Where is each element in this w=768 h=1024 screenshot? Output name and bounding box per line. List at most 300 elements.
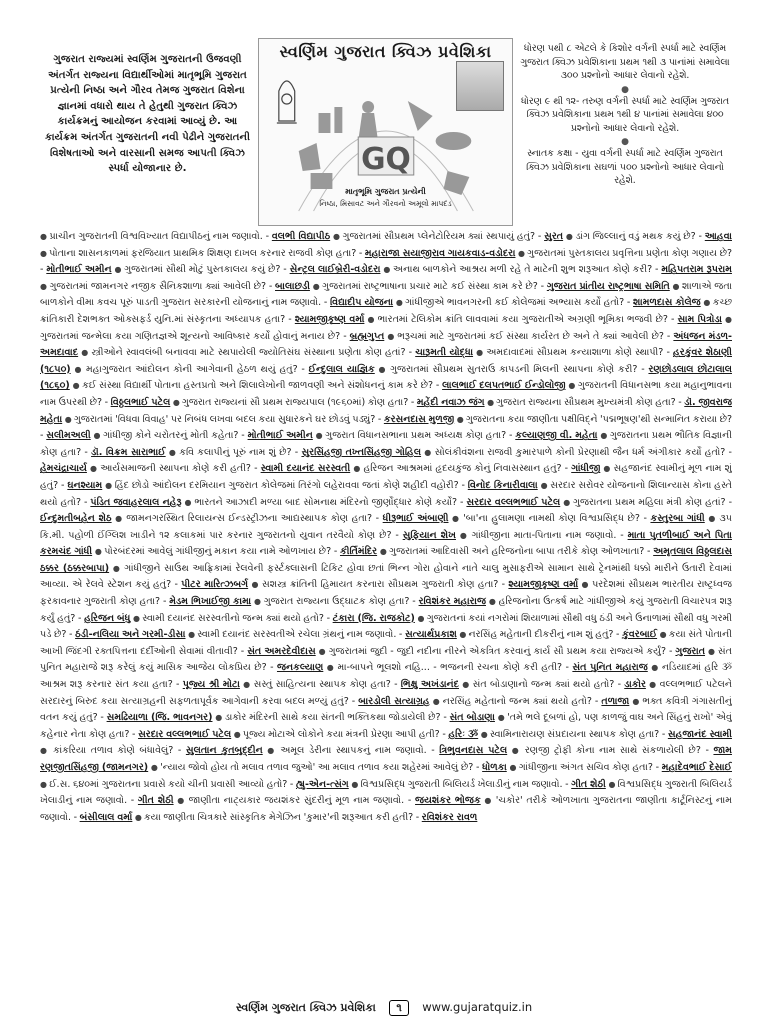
qa-question: અમૂલ ડેરીના સ્થાપકનું નામ જણાવો. [280, 745, 427, 757]
qa-question: ગુજરાતમાં સૌપ્રથમ સુતરાઉ કાપડની મિલની સ્થાપના કોણે કરી? [390, 363, 638, 375]
qa-question: ગાંધીજીના અંગત સચિવ કોણ હતા? [518, 762, 653, 773]
logo-mark-text: GQ [361, 141, 411, 178]
qa-item: ● ગુજરાતમાં સૌપ્રથમ સુતરાઉ કાપડની મિલની સ્થાપના કોણે કરી? - રણછોડલાલ છોટાલાલ (૧૮૬૦) [40, 363, 732, 392]
qa-answer: કલ્યાણજી વી. મહેતા [515, 430, 598, 442]
bullet-icon: ● [267, 746, 281, 756]
qa-item: ● 'તમે ભલે દૂબળાં હો, પણ કાળજું વાઘ અને સિંહનું રાખો' એવું કહેનાર નેતા કોણ હતા? - સરદાર વલ્લભભાઈ પટેલ [40, 712, 732, 740]
qa-item: ● ગુજરાત વિધાનસભાના પ્રથમ અધ્યક્ષ કોણ હતા? - કલ્યાણજી વી. મહેતા [315, 430, 598, 442]
bullet-icon: ● [112, 563, 125, 573]
qa-question: નડિયાદમાં હરિ ૐ આશ્રમ શરૂ કરનાર સંત કયા હતા? [40, 662, 732, 691]
qa-question: કવિ કલાપીનું પૂરું નામ શું છે? [179, 446, 292, 458]
qa-answer: પૂજ્ય શ્રી મોટા [182, 679, 240, 691]
qa-question: ગાંધીજી કોને ચરોતરનું મોતી કહેતા? [103, 430, 239, 442]
qa-answer: આહવા [704, 231, 732, 242]
qa-item: ● ગુજરાતના પ્રથમ ભૌતિક વિજ્ઞાની કોણ હતા? - ડૉ. વિક્રમ સારાભાઈ [40, 430, 732, 458]
qa-question: હરિજન આશ્રમમાં હૃદયકુંજ કોનું નિવાસસ્થાન હતું? [363, 463, 562, 475]
qa-question: ભરૂચમાં માટે ગુજરાતમાં કઈ સંસ્થા કાર્યરત છે અને તે ક્યાં આવેલી છે? [397, 330, 664, 342]
qa-question: ગુજરાત રાજ્યના ઉદ્ઘાટક કોણ હતા? [263, 596, 410, 608]
qa-item: ● જામનગરસ્થિત રિલાયન્સ ઈન્ડસ્ટ્રીઝના આદ્યસ્થાપક કોણ હતા? - ધીરૂભાઈ અંબાણી [115, 513, 449, 525]
qa-item: ● કાંકરિયા તળાવ કોણે બંધાવેલું? - સુલતાન કુતબુદ્દીન [40, 745, 263, 757]
qa-item: ● સ્ત્રીઓને સ્વાવલંબી બનાવવા માટે સ્થપાયેલી જ્યોતિસંઘ સંસ્થાના પ્રણેતા કોણ હતાં? - ચારૂમતી યોદ્ધા [81, 347, 474, 359]
qa-answer: ડૉ. જીવરાજ મહેતા [40, 396, 732, 425]
qa-question: સ્વામી દયાનંદ સરસ્વતીનો જન્મ ક્યાં થયો હતો? [142, 612, 324, 624]
qa-question: પૂજ્ય મોટાએ લોકોને કયા મંત્રની પ્રેરણા આપી હતી? [242, 728, 440, 740]
qa-question: સંત બોડાણાનો જન્મ ક્યાં થયો હતો? [472, 679, 615, 691]
bullet-icon: ● [254, 597, 264, 607]
bullet-icon: ● [93, 431, 104, 441]
bullet-icon: ● [608, 779, 618, 789]
qa-question: સ્વામી દયાનંદ સરસ્વતીએ રચેલા ગ્રંથનું નામ જણાવો. [197, 629, 397, 641]
qa-answer: ધોળકા [482, 762, 507, 773]
bullet-icon: ● [563, 497, 574, 507]
bullet-icon: ● [40, 779, 50, 789]
qa-question: ગુજરાતમાં સૌપ્રથમ પ્લેનેટોરિયમ ક્યાં સ્થપાયું હતું? [342, 231, 536, 242]
qa-item: ● મહાગુજરાત આંદોલન કોની આગેવાની હેઠળ થયું હતું? - ઈન્દુલાલ યાજ્ઞિક [74, 363, 375, 375]
bullet-icon: ● [177, 796, 189, 806]
qa-item: ● ગુજરાતના પ્રથમ મહિલા મંત્રી કોણ હતાં? - ઈન્દુમતીબહેન શેઠ [40, 496, 732, 525]
bullet-icon: ● [326, 663, 338, 673]
qa-question: ગુજરાતમાં પુસ્તકાલય પ્રવૃત્તિના પ્રણેતા કોણ ગણાય છે? [527, 247, 732, 259]
bullet-icon: ● [484, 796, 496, 806]
qa-item: ● 'બા'ના હુલામણા નામથી કોણ વિશ્વપ્રસિદ્ધ છે? - કસ્તુરબા ગાંધી [452, 513, 705, 525]
qa-item: ● જાણીતા નાટ્યકાર જયશંકર સુંદરીનું મૂળ નામ જણાવો. - જયશંકર ભોજક [177, 795, 481, 807]
qa-question: ભારતને આઝાદી મળ્યા બાદ સોમનાથ મંદિરનો જીર્ણોદ્ધાર કોણે કર્યો? [194, 496, 458, 508]
bullet-icon: ● [659, 630, 669, 640]
bullet-icon: ● [105, 480, 115, 490]
qa-answer: પીટર મારિત્ઝબર્ગ [181, 579, 249, 591]
qa-question: હિંદ છોડો આંદોલન દરમિયાન ગુજરાત કોલેજમાં તિરંગો લહેરાવવા જતાં કોણે શહીદી વહોરી? [114, 479, 459, 491]
qa-question: ગુજરાતમાં રાષ્ટ્રભાષાના પ્રચાર માટે કઈ સંસ્થા કામ કરે છે? [322, 280, 538, 292]
bullet-icon: ● [480, 729, 490, 739]
logo-tagline-1: માતૃભૂમિ ગુજરાત પ્રત્યેની [345, 187, 426, 196]
bullet-icon: ● [351, 779, 361, 789]
qa-item: ● ગુજરાતનાં કયાં નગરોમાં શિયાળામાં સૌથી વધુ ઠંડી અને ઉનાળામાં સૌથી વધુ ગરમી પડે છે? - ઠંડી-નલિયા અને ગરમી-ડીસા [40, 612, 732, 641]
qa-answer: સરદાર વલ્લભભાઈ પટેલ [466, 496, 561, 508]
qa-item: ● ગુજરાત રાજ્યના ઉદ્ઘાટક કોણ હતા? - રવિશંકર મહારાજ [254, 596, 486, 608]
qa-item: ● કચ્છ ક્રાંતિકારી દેશભક્ત ઓક્સફર્ડ યુનિ.માં સંસ્કૃતના અધ્યાપક હતા? - શ્યામજીકૃષ્ણ વર્મા [40, 297, 732, 325]
qa-question: ગુજરાત વિધાનસભાના પ્રથમ અધ્યક્ષ કોણ હતા? [325, 430, 507, 442]
qa-answer: સરદાર વલ્લભભાઈ પટેલ [138, 728, 232, 740]
bullet-icon: ● [90, 464, 101, 474]
bullet-icon: ● [621, 84, 629, 95]
bullet-icon: ● [488, 597, 499, 607]
qa-answer: હરિજન બંધુ [84, 612, 131, 624]
qa-question: હરિજનોના ઉત્કર્ષ માટે ગાંધીજીએ કયું ગુજરાતી વિચારપત્ર શરૂ કર્યું હતું? [40, 596, 732, 624]
bullet-icon: ● [383, 265, 393, 275]
qa-question: વલ્લભભાઈ પટેલને સરદારનું બિરુદ કયા સત્યાગ્રહની સફળતાપૂર્વક આગેવાની કરવા બદલ મળ્યું હતું? [40, 679, 732, 707]
qa-answer: સુફિયાન શેખ [402, 529, 456, 541]
qa-answer: સામ પિત્રોડા [677, 313, 722, 325]
qa-question: અનાથ બાળકોને આશ્રય મળી રહે તે માટેની શુભ શરૂઆત કોણે કરી? [393, 264, 653, 276]
qa-item: ● શાળાએ જતા બાળકોને વીમા કવચ પૂરું પાડતી ગુજરાત સરકારની યોજનાનું નામ જણાવો. - વિદ્યાદીપ યોજના [40, 280, 732, 309]
qa-item: ● ભારતમાં ટેલિકોમ ક્રાંતિ લાવવામાં કયા ગુજરાતીએ અગ્રણી ભૂમિકા ભજવી છે? - સામ પિત્રોડા [367, 313, 722, 325]
bullet-icon: ● [233, 729, 243, 739]
qa-item: ● ભારતને આઝાદી મળ્યા બાદ સોમનાથ મંદિરનો જીર્ણોદ્ધાર કોણે કર્યો? - સરદાર વલ્લભભાઈ પટેલ [184, 496, 561, 508]
qa-answer: સુરસિંહજી તખ્તસિંહજી ગોહિલ [301, 446, 422, 458]
qa-answer: સંત પુનિત મહારાજ [572, 662, 648, 674]
qa-answer: હેમચંદ્રાચાર્ય [40, 463, 87, 475]
qa-item: ● ગુજરાતમાં જન્મેલા કયા ગણિતજ્ઞએ શૂન્યનો આવિષ્કાર કર્યો હોવાનું મનાય છે? - બ્રહ્મગુપ્ત [40, 314, 732, 342]
qa-item: ● ગાંધીજીએ ભાવનગરની કઈ કોલેજમાં અભ્યાસ કર્યો હતો? - શામળદાસ કોલેજ [395, 297, 701, 309]
bullet-icon: ● [565, 232, 576, 241]
bullet-icon: ● [243, 680, 254, 690]
bullet-icon: ● [487, 397, 497, 407]
bullet-icon: ● [188, 630, 198, 640]
qa-answer: ગુજરાત પ્રાંતીય રાષ્ટ્રભાષા સમિતિ [546, 280, 670, 292]
qa-answer: સમઢિયાળા (જિ. ભાવનગર) [106, 712, 213, 724]
qa-answer: વિદ્યાદીપ યોજના [330, 297, 394, 309]
qa-answer: કીર્તિમંદિર [339, 546, 378, 558]
bullet-icon: ● [581, 580, 593, 590]
qa-question: વિશ્વપ્રસિદ્ધ ગુજરાતી બિલિયર્ડ ખેલાડીનું નામ જણાવો. [40, 778, 732, 807]
qa-question: કયા સંતે પોતાની આખી જિંદગી રક્તપિત્તના દર્દીઓની સેવામાં વીતાવી? [40, 629, 732, 657]
qa-item: ● ગુજરાતમાં 'વિધવા વિવાહ' પર નિબંધ લખવા બદલ કયા સુધારકને ઘર છોડવું પડ્યું? - કરસનદાસ મુળજી [64, 413, 455, 425]
qa-question: સોલંકીવંશના રાજવી કુમારપાળે કોની પ્રેરણાથી જૈન ધર્મ અંગીકાર કર્યો હતો? [434, 446, 726, 458]
qa-item: ● કવિ કલાપીનું પૂરું નામ શું છે? - સુરસિંહજી તખ્તસિંહજી ગોહિલ [168, 446, 422, 458]
footer-title: સ્વર્ણિમ ગુજરાત ક્વિઝ પ્રવેશિકા [235, 1001, 376, 1014]
bullet-icon: ● [703, 298, 713, 308]
qa-item: ● ડાકોર મંદિરની સાથે કયા સંતની ભક્તિકથા જોડાયેલી છે? - સંત બોડાણા [215, 712, 495, 724]
qa-answer: હ્યુ-એન-ત્સંગ [295, 778, 349, 790]
qa-item: ● સસ્તું સાહિત્યના સ્થાપક કોણ હતા? - ભિક્ષુ અખંડાનંદ [243, 679, 459, 691]
bullet-icon: ● [568, 381, 578, 391]
qa-question: સંત પુનિત મહારાજે શરૂ કરેલું કયું માસિક આજેય લોકપ્રિય છે? [40, 645, 732, 674]
bullet-icon: ● [417, 613, 427, 623]
qa-answer: સુરત [544, 231, 564, 242]
qa-question: ગુજરાતમાં સૌથી મોટું પુસ્તકાલય કયું છે? [124, 264, 281, 276]
bullet-icon: ● [379, 547, 390, 557]
bullet-icon: ● [462, 680, 473, 690]
bullet-icon: ● [708, 514, 720, 524]
qa-answer: ચારૂમતી યોદ્ધા [415, 347, 474, 359]
qa-item: ● સ્વામિનારાયણ સંપ્રદાયના સ્થાપક કોણ હતા? - સહજાનંદ સ્વામી [480, 728, 732, 740]
bullet-icon: ● [651, 663, 662, 673]
qa-item: ● મા-બાપને ભૂલશો નહિ... - ભજનની રચના કોણે કરી હતી? - સંત પુનિત મહારાજ [326, 662, 648, 674]
qa-answer: કુંવરબાઈ [622, 629, 658, 641]
qa-answer: જામ રણજીતસિંહજી (જામનગર) [40, 745, 732, 773]
bullet-icon: ● [94, 547, 105, 557]
qa-question: જામનગરસ્થિત રિલાયન્સ ઈન્ડસ્ટ્રીઝના આદ્યસ્થાપક કોણ હતા? [126, 513, 373, 525]
bullet-icon: ● [632, 696, 643, 706]
qa-item: ● કયા જાણીતા ચિત્રકારે સાંસ્કૃતિક મેગેઝિન 'કુમાર'ની શરૂઆત કરી હતી? - રવિશંકર રાવળ [134, 811, 478, 823]
qa-answer: સત્યાર્થપ્રકાશ [404, 629, 457, 641]
qa-item: ● ગુજરાતમાં સૌપ્રથમ પ્લેનેટોરિયમ ક્યાં સ્થપાયું હતું? - સુરત [332, 231, 564, 242]
bullet-icon: ● [511, 746, 525, 756]
qa-item: ● પરદેશમાં સૌપ્રથમ ભારતીય રાષ્ટ્રધ્વજ ફરકાવનાર ગુજરાતી કોણ હતા? - મેડમ ભિખાઈજી કામા [40, 579, 732, 608]
qa-item: ● ગુજરાતમાં સૌથી મોટું પુસ્તકાલય કયું છે? - સેન્ટ્રલ લાઈબ્રેરી-વડોદરા [114, 264, 381, 276]
footer [0, 1000, 768, 1020]
qa-item: ● અનાથ બાળકોને આશ્રય મળી રહે તે માટેની શુભ શરૂઆત કોણે કરી? - મહિપતરામ રૂપરામ [383, 264, 732, 276]
qa-item: ● નડિયાદમાં હરિ ૐ આશ્રમ શરૂ કરનાર સંત કયા હતા? - પૂજ્ય શ્રી મોટા [40, 662, 732, 691]
qa-answer: વિનોદ કિનારીવાલા [467, 479, 538, 491]
qa-item: ● અમદાવાદમાં સૌપ્રથમ કન્યાશાળા કોણે સ્થાપી? - હરકુંવર શેઠાણી (૧૮૫૦) [40, 347, 732, 375]
qa-question: ગુજરાત રાજ્યનાં સૌ પ્રથમ રાજ્યપાલ (૧૯૬૦માં) કોણ હતા? [181, 396, 409, 408]
intro-left-text: ગુજરાત રાજ્યમાં સ્વર્ણિમ ગુજરાતની ઉજવણી અંતર્ગત રાજ્યના વિદ્યાર્થીઓમાં માતૃભૂમિ ગુજરાત પ્રત્યેની નિષ્ઠા અને ગૌરવ તેમજ ગુજરાત વિશેના જ્ઞાનમાં વધારો થાય તે હેતુથી ગુજરાત ક્વિઝ કાર્યક્રમનું આયોજન કરવામાં આવ્યું છે. આ કાર્યક્રમ અંતર્ગત ગુજરાતની નવી પેઢીને ગુજરાતની વિશેષતાઓ અને વારસાની સમજ આપતી ક્વિઝ સ્પર્ધા યોજાનાર છે. [44, 54, 251, 175]
qa-item: ● ૩૫ કિ.મી. પહોળી ઈંગ્લિશ ખાડીને ૧૨ કલાકમાં પાર કરનાર ગુજરાતનો યુવાન તરવૈયો કોણ છે? - સુફિયાન શેખ [40, 513, 732, 541]
qa-question: ગુજરાતમાં 'વિધવા વિવાહ' પર નિબંધ લખવા બદલ કયા સુધારકને ઘર છોડવું પડ્યું? [73, 413, 376, 425]
qa-item: ● ગુજરાત રાજ્યના સૌપ્રથમ મુખ્યમંત્રી કોણ હતા? - ડૉ. જીવરાજ મહેતા [40, 396, 732, 425]
qa-answer: સહજાનંદ સ્વામી [667, 728, 732, 740]
qa-question: ઈ.સ. ૬૪૦માં ગુજરાતના પ્રવાસે કયો ચીની પ્રવાસી આવ્યો હતો? [49, 778, 288, 790]
qa-answer: ગાંધીજી [571, 463, 601, 475]
qa-answer: ઠંડી-નલિયા અને ગરમી-ડીસા [75, 629, 186, 641]
qa-item: ● 'ચકોર' તરીકે ઓળખાતા ગુજરાતના જાણીતા કાર્ટૂનિસ્ટનું નામ જણાવો. - બંસીલાલ વર્મા [40, 795, 732, 823]
qa-question: સસ્તું સાહિત્યના સ્થાપક કોણ હતા? [253, 679, 391, 691]
qa-item: ● અમૂલ ડેરીના સ્થાપકનું નામ જણાવો. - ત્રિભુવનદાસ પટેલ [267, 745, 508, 757]
qa-answer: સુલતાન કુતબુદ્દીન [185, 745, 263, 757]
qa-answer: ડૉ. વિક્રમ સારાભાઈ [91, 446, 166, 458]
bullet-icon: ● [497, 713, 508, 723]
bullet-icon: ● [395, 298, 406, 308]
bullet-icon: ● [672, 281, 682, 291]
quiz-logo [258, 38, 513, 226]
qa-item: ● સ્વામી દયાનંદ સરસ્વતીએ રચેલા ગ્રંથનું નામ જણાવો. - સત્યાર્થપ્રકાશ [188, 629, 457, 641]
qa-answer: સંત બોડાણા [449, 712, 495, 724]
qa-item: ● ગુજરાતમાં જુદી - જુદી નદીના નીરને એકત્રિત કરવાનું કાર્ય સૌ પ્રથમ કયા રાજ્યએ કર્યું? - ગુજરાત [318, 645, 706, 657]
qa-answer: સલીમઅલી [46, 430, 91, 442]
qa-item: ● ગુજરાતની વિધાનસભા કયા મહાનુભાવના નામ ઉપરથી છે? - વિઠ્ઠલભાઈ પટેલ [40, 380, 732, 408]
qa-item: ● હિંદ છોડો આંદોલન દરમિયાન ગુજરાત કોલેજમાં તિરંગો લહેરાવવા જતાં કોણે શહીદી વહોરી? - વિનોદ કિનારીવાલા [105, 479, 538, 491]
qa-answer: ત્રિભુવનદાસ પટેલ [439, 745, 508, 757]
qa-question: મા-બાપને ભૂલશો નહિ... - ભજનની રચના કોણે કરી હતી? [337, 662, 563, 674]
bullet-icon: ● [459, 530, 472, 540]
qa-item: ● ભક્ત કવિત્રી ગંગાસતીનું વતન કયું હતું? - સમઢિયાળા (જિ. ભાવનગર) [40, 695, 732, 724]
rules-para-1: ધોરણ પથી ૮ એટલે કે કિશોર વર્ગની સ્પર્ધા માટે સ્વર્ણિમ ગુજરાત ક્વિઝ પ્રવેશિકાના પ્રથમ ૧થી ૩ પાનાંમાં સમાવેલા ૩૦૦ પ્રશ્નોનો આધાર લેવાનો રહેશે. [520, 43, 730, 81]
qa-item: ● ગાંધીજીના અંગત સચિવ કોણ હતા? - મહાદેવભાઈ દેસાઈ [509, 762, 732, 773]
qa-question: 'ન્યાય જોવો હોય તો મલાવ તળાવ જુઓ' આ મલાવ તળાવ કયા શહેરમાં આવેલું છે? [160, 762, 474, 773]
bullet-icon: ● [114, 265, 125, 275]
qa-item: ● વલ્લભભાઈ પટેલને સરદારનું બિરુદ કયા સત્યાગ્રહની સફળતાપૂર્વક આગેવાની કરવા બદલ મળ્યું હતું? - બારડોલી સત્યાગ્રહ [40, 679, 732, 707]
bullet-icon: ● [150, 763, 161, 772]
qa-item: ● સહજાનંદ સ્વામીનું મૂળ નામ શું હતું? - ઘનશ્યામ [40, 463, 732, 491]
bullet-icon: ● [315, 431, 326, 441]
qa-question: 'બા'ના હુલામણા નામથી કોણ વિશ્વપ્રસિદ્ધ છે? [463, 513, 640, 525]
qa-answer: મેડમ ભિખાઈજી કામા [169, 596, 252, 608]
qa-answer: કરસનદાસ મુળજી [383, 413, 455, 425]
qa-answer: રવિશંકર મહારાજ [418, 596, 486, 608]
bullet-icon: ● [424, 447, 435, 457]
bullet-icon: ● [621, 137, 629, 147]
qa-answer: બાલાછડી [275, 280, 310, 292]
qa-question: જાણીતા નાટ્યકાર જયશંકર સુંદરીનું મૂળ નામ જણાવો. [188, 795, 405, 807]
qa-question: ગુજરાતના પ્રથમ મહિલા મંત્રી કોણ હતાં? [573, 496, 726, 508]
qa-item: ● ડાંગ જિલ્લાનું વડું મથક કયું છે? - આહવા [565, 231, 732, 242]
qa-item: ● પોતાના શાસનકાળમાં ફરજિયાત પ્રાથમિક શિક્ષણ દાખલ કરનાર રાજવી કોણ હતા? - મહારાજા સયાજીરાવ ગાયકવાડ-વડોદરા [40, 247, 516, 259]
qa-question: કાંકરિયા તળાવ કોણે બંધાવેલું? [53, 745, 174, 757]
qa-question: ગુજરાતમાં જામનગર નજીક સૈનિકશાળા ક્યાં આવેલી છે? [49, 280, 267, 292]
bullet-icon: ● [518, 248, 528, 258]
qa-item: ● વિશ્વપ્રસિદ્ધ ગુજરાતી બિલિયર્ડ ખેલાડીનું નામ જણાવો. - ગીત શેઠી [351, 778, 606, 790]
bullet-icon: ● [134, 812, 144, 822]
bullet-icon: ● [452, 514, 464, 524]
qa-answer: શ્યામજીકૃષ્ણ વર્મા [294, 313, 365, 325]
bullet-icon: ● [72, 381, 83, 391]
qa-question: ભારતમાં ટેલિકોમ ક્રાંતિ લાવવામાં કયા ગુજરાતીએ અગ્રણી ભૂમિકા ભજવી છે? [377, 313, 668, 325]
qa-question: શાળાએ જતા બાળકોને વીમા કવચ પૂરું પાડતી ગુજરાત સરકારની યોજનાનું નામ જણાવો. [40, 280, 732, 309]
rules-para-2: ધોરણ ૯ થી ૧૨- તરુણ વર્ગની સ્પર્ધા માટે સ્વર્ણિમ ગુજરાત ક્વિઝ પ્રવેશિકાના પ્રથમ ૧થી ૪ પાનાંમાં સમાવેલા ૪૦૦ પ્રશ્નોનો આધાર લેવાનો રહેશે. [520, 95, 730, 134]
qa-item: ● હરિજનોના ઉત્કર્ષ માટે ગાંધીજીએ કયું ગુજરાતી વિચારપત્ર શરૂ કર્યું હતું? - હરિજન બંધુ [40, 596, 732, 624]
qa-answer: ધીરૂભાઈ અંબાણી [382, 513, 449, 525]
header [40, 38, 730, 228]
bullet-icon: ● [600, 431, 610, 441]
qa-item: ● પોરબંદરમાં આવેલું ગાંધીજીનું મકાન કયા નામે ઓળખાય છે? - કીર્તિમંદિર [94, 546, 378, 558]
qa-question: પ્રાચીન ગુજરાતની વિશ્વવિખ્યાત વિદ્યાપીઠનું નામ જણાવો. [49, 231, 263, 242]
qa-answer: મોતીભાઈ અમીન [247, 430, 313, 442]
qa-question: ડાકોર મંદિરની સાથે કયા સંતની ભક્તિકથા જોડાયેલી છે? [224, 712, 441, 724]
bullet-icon: ● [725, 314, 732, 324]
intro-right [520, 42, 730, 190]
qa-item: ● સંત બોડાણાનો જન્મ ક્યાં થયો હતો? - ડાકોર [462, 679, 646, 691]
qa-question: સ્ત્રીઓને સ્વાવલંબી બનાવવા માટે સ્થપાયેલી જ્યોતિસંઘ સંસ્થાના પ્રણેતા કોણ હતાં? [91, 347, 406, 359]
qa-question: સશસ્ત્ર ક્રાંતિની હિમાયત કરનારા સૌપ્રથમ ગુજરાતી કોણ હતા? [262, 579, 499, 591]
qa-question: સ્વામિનારાયણ સંપ્રદાયના સ્થાપક કોણ હતા? [489, 728, 660, 740]
qa-item: ● પૂજ્ય મોટાએ લોકોને કયા મંત્રની પ્રેરણા આપી હતી? - હરિઃ ૐ [233, 728, 479, 740]
qa-question: 'ચકોર' તરીકે ઓળખાતા ગુજરાતના જાણીતા કાર્ટૂનિસ્ટનું નામ જણાવો. [40, 795, 732, 823]
qa-item: ● આર્યસમાજની સ્થાપના કોણે કરી હતી? - સ્વામી દયાનંદ સરસ્વતી [90, 463, 351, 475]
qa-question: પોતાના શાસનકાળમાં ફરજિયાત પ્રાથમિક શિક્ષણ દાખલ કરનાર રાજવી કોણ હતા? [49, 247, 357, 259]
qa-question: ગાંધીજીએ ભાવનગરની કઈ કોલેજમાં અભ્યાસ કર્યો હતો? [405, 297, 625, 309]
qa-question: વિશ્વપ્રસિદ્ધ ગુજરાતી બિલિયર્ડ ખેલાડીનું નામ જણાવો. [360, 778, 563, 790]
bullet-icon: ● [40, 248, 50, 258]
bullet-icon: ● [649, 680, 660, 690]
qa-item: ● ગુજરાતમાં આદિવાસી અને હરિજનોના બાપા તરીકે કોણ ઓળખાતા? - અમૃતલાલ વિઠ્ઠલદાસ ઠક્કર (ઠક્કરબાપા) [40, 546, 732, 574]
qa-question: કચ્છ ક્રાંતિકારી દેશભક્ત ઓક્સફર્ડ યુનિ.માં સંસ્કૃતના અધ્યાપક હતા? [40, 297, 732, 325]
qa-item: ● ગાંધીજીને સાઉથ આફ્રિકામાં રેલવેની ફર્સ્ટક્લાસની ટિકિટ હોવા છતાં ભિન્ન ગોરા હોવાને નાતે ચાલુ મુસાફરીએ સામાન સાથે ટ્રેનમાંથી ધક્કો મારીને ઉતારી દેવામાં આવ્યા. એ રેલવે સ્ટેશન કયું હતું? - પીટર મારિત્ઝબર્ગ [40, 562, 732, 591]
qa-answer: માતા પુતળીબાઈ અને પિતા કરમચંદ ગાંધી [40, 529, 732, 558]
page-number: ૧ [389, 1000, 408, 1016]
qa-question: આર્યસમાજની સ્થાપના કોણે કરી હતી? [100, 463, 251, 475]
qa-answer: શામળદાસ કોલેજ [633, 297, 701, 309]
rules-para-3: સ્નાતક કક્ષા - યુવા વર્ગની સ્પર્ધા માટે સ્વર્ણિમ ગુજરાત ક્વિઝ પ્રવેશિકાના સઘળાં ૫૦૦ પ્રશ્નોનો આધાર લેવાનો રહેશે. [526, 148, 724, 186]
qa-answer: મહાદેવભાઈ દેસાઈ [661, 762, 732, 773]
qa-question: સહજાનંદ સ્વામીનું મૂળ નામ શું હતું? [40, 463, 732, 491]
qa-item: ● 'ન્યાય જોવો હોય તો મલાવ તળાવ જુઓ' આ મલાવ તળાવ કયા શહેરમાં આવેલું છે? - ધોળકા [150, 762, 507, 773]
qa-answer: મોતીભાઈ અમીન [46, 264, 112, 276]
bullet-icon: ● [40, 281, 50, 291]
qa-answer: સેન્ટ્રલ લાઈબ્રેરી-વડોદરા [289, 264, 381, 276]
qa-question: મહાગુજરાત આંદોલન કોની આગેવાની હેઠળ થયું હતું? [85, 363, 298, 375]
qa-answer: પંડિત જવાહરલાલ નહેરૂ [90, 496, 182, 508]
qa-answer: ગીત શેઠી [137, 795, 174, 807]
qa-item: ● સંત પુનિત મહારાજે શરૂ કરેલું કયું માસિક આજેય લોકપ્રિય છે? - જનકલ્યાણ [40, 645, 732, 674]
qa-answer: ઘનશ્યામ [67, 479, 103, 491]
bullet-icon: ● [432, 696, 443, 706]
qa-item: ● ગુજરાતમાં પુસ્તકાલય પ્રવૃત્તિના પ્રણેતા કોણ ગણાય છે? - મોતીભાઈ અમીન [40, 247, 732, 276]
qa-item: ● રણજી ટ્રોફી કોના નામ સાથે સંકળાયેલી છે? - જામ રણજીતસિંહજી (જામનગર) [40, 745, 732, 773]
bullet-icon: ● [251, 580, 263, 590]
bullet-icon: ● [74, 364, 86, 374]
portrait-photo [456, 61, 504, 111]
bullet-icon: ● [64, 414, 74, 424]
qa-item: ● ગુજરાત રાજ્યનાં સૌ પ્રથમ રાજ્યપાલ (૧૯૬૦માં) કોણ હતા? - મહેંદી નવાઝ જંગ [172, 396, 485, 408]
qa-answer: ટંકારા (જિ. રાજકોટ) [332, 612, 415, 624]
bullet-icon: ● [476, 348, 487, 358]
qa-question: ગાંધીજીના માતા-પિતાના નામ જણાવો. [471, 529, 617, 541]
qa-question: ગુજરાતમાં આદિવાસી અને હરિજનોના બાપા તરીકે કોણ ઓળખાતા? [389, 546, 645, 558]
qa-item: ● નરસિંહ મહેતાનો જન્મ ક્યાં થયો હતો? - તળાજા [432, 695, 630, 707]
qa-item: ● સોલંકીવંશના રાજવી કુમારપાળે કોની પ્રેરણાથી જૈન ધર્મ અંગીકાર કર્યો હતો? - હેમચંદ્રાચાર્ય [40, 446, 732, 475]
qa-item: ● ભરૂચમાં માટે ગુજરાતમાં કઈ સંસ્થા કાર્યરત છે અને તે ક્યાં આવેલી છે? - અંધજન મંડળ-અમદાવાદ [40, 330, 732, 359]
qa-answer: જયશંકર ભોજક [415, 795, 481, 807]
qa-question: કયા જાણીતા ચિત્રકારે સાંસ્કૃતિક મેગેઝિન 'કુમાર'ની શરૂઆત કરી હતી? [143, 811, 414, 823]
qa-question: ભક્ત કવિત્રી ગંગાસતીનું વતન કયું હતું? [40, 695, 732, 724]
qa-item: ● ઈ.સ. ૬૪૦માં ગુજરાતના પ્રવાસે કયો ચીની પ્રવાસી આવ્યો હતો? - હ્યુ-એન-ત્સંગ [40, 778, 349, 790]
bullet-icon: ● [312, 281, 323, 291]
qa-answer: વિઠ્ઠલભાઈ પટેલ [110, 396, 171, 408]
qa-question: પોરબંદરમાં આવેલું ગાંધીજીનું મકાન કયા નામે ઓળખાય છે? [104, 546, 332, 558]
bullet-icon: ● [387, 331, 398, 341]
footer-url[interactable]: www.gujaratquiz.in [422, 1000, 533, 1014]
bullet-icon: ● [168, 447, 180, 457]
qa-answer: ગીત શેઠી [571, 778, 606, 790]
qa-question: ગુજરાતનાં કયાં નગરોમાં શિયાળામાં સૌથી વધુ ઠંડી અને ઉનાળામાં સૌથી વધુ ગરમી પડે છે? [40, 612, 732, 641]
qa-question: ગુજરાત રાજ્યના સૌપ્રથમ મુખ્યમંત્રી કોણ હતા? [496, 396, 676, 408]
qa-answer: સંત અમરદેવીદાસ [247, 645, 316, 657]
qa-answer: ડાકોર [624, 679, 646, 691]
qa-item: ● પ્રાચીન ગુજરાતની વિશ્વવિખ્યાત વિદ્યાપીઠનું નામ જણાવો. - વલભી વિદ્યાપીઠ [40, 231, 331, 242]
emblem-icon [277, 81, 297, 123]
bullet-icon: ● [81, 348, 92, 358]
qa-answer: અમૃતલાલ વિઠ્ઠલદાસ ઠક્કર (ઠક્કરબાપા) [40, 546, 732, 574]
logo-tagline-2: નિષ્ઠા, મિસાવટ અને ગૌરવનો અમૂલો માપદંડ [319, 199, 452, 208]
qa-question: ગુજરાતની વિધાનસભા કયા મહાનુભાવના નામ ઉપરથી છે? [40, 380, 732, 408]
qa-question: ગુજરાતના પ્રથમ ભૌતિક વિજ્ઞાની કોણ હતા? [40, 430, 732, 458]
bullet-icon: ● [318, 646, 329, 656]
qa-answer: તળાજા [601, 695, 630, 707]
qa-item: ● સશસ્ત્ર ક્રાંતિની હિમાયત કરનારા સૌપ્રથમ ગુજરાતી કોણ હતા? - શ્યામજીકૃષ્ણ વર્મા [251, 579, 579, 591]
qa-answer: બ્રહ્મગુપ્ત [349, 330, 385, 342]
qa-answer: હરિઃ ૐ [448, 728, 479, 740]
bullet-icon: ● [378, 364, 391, 374]
bullet-icon: ● [708, 646, 718, 656]
qa-question: ગાંધીજીને સાઉથ આફ્રિકામાં રેલવેની ફર્સ્ટક્લાસની ટિકિટ હોવા છતાં ભિન્ન ગોરા હોવાને નાતે ચાલુ મુસાફરીએ સામાન સાથે ટ્રેનમાંથી ધક્કો મારીને ઉતારી દેવામાં આવ્યા. એ રેલવે સ્ટેશન કયું હતું? [40, 562, 732, 591]
qa-answer: મહેંદી નવાઝ જંગ [416, 396, 485, 408]
qa-question: ડાંગ જિલ્લાનું વડું મથક કયું છે? [575, 231, 696, 242]
qa-answer: ગુજરાત [675, 645, 706, 657]
qa-question: રણજી ટ્રોફી કોના નામ સાથે સંકળાયેલી છે? [524, 745, 701, 757]
qa-question: ગુજરાતમાં જન્મેલા કયા ગણિતજ્ઞએ શૂન્યનો આવિષ્કાર કર્યો હોવાનું મનાય છે? [40, 330, 341, 342]
qa-answer: લાલભાઈ દલપતભાઈ ઈન્ડોલોજી [442, 380, 566, 392]
bullet-icon: ● [353, 464, 364, 474]
bullet-icon: ● [456, 414, 466, 424]
bullet-icon: ● [215, 713, 225, 723]
bullet-icon: ● [603, 464, 614, 474]
qa-answer: ભિક્ષુ અખંડાનંદ [400, 679, 459, 691]
qa-answer: બારડોલી સત્યાગ્રહ [358, 695, 430, 707]
bullet-icon: ● [184, 497, 195, 507]
qa-answer: હરકુંવર શેઠાણી (૧૮૫૦) [40, 347, 732, 375]
bullet-icon: ● [332, 232, 343, 241]
qa-answer: શ્યામજીકૃષ્ણ વર્મા [508, 579, 579, 591]
qa-question: સરદાર સરોવર યોજનાનો શિલાન્યાસ કોના હસ્તે થયો હતો? [40, 479, 732, 508]
qa-answer: સ્વામી દયાનંદ સરસ્વતી [260, 463, 351, 475]
bullet-icon: ● [40, 232, 50, 241]
qa-answer: કસ્તુરબા ગાંધી [650, 513, 705, 525]
qa-question: ગુજરાતમાં જુદી - જુદી નદીના નીરને એકત્રિત કરવાનું કાર્ય સૌ પ્રથમ કયા રાજ્યએ કર્યું? [328, 645, 667, 657]
qa-item: ● કયા સંતે પોતાની આખી જિંદગી રક્તપિત્તના દર્દીઓની સેવામાં વીતાવી? - સંત અમરદેવીદાસ [40, 629, 732, 657]
bullet-icon: ● [540, 480, 551, 490]
qa-answer: રવિશંકર રાવળ [421, 811, 478, 823]
qa-question: 'તમે ભલે દૂબળાં હો, પણ કાળજું વાઘ અને સિંહનું રાખો' એવું કહેનાર નેતા કોણ હતા? [40, 712, 732, 740]
qa-item: ● હરિજન આશ્રમમાં હૃદયકુંજ કોનું નિવાસસ્થાન હતું? - ગાંધીજી [353, 463, 601, 475]
qa-answer: વલભી વિદ્યાપીઠ [271, 231, 331, 242]
qa-answer: જનકલ્યાણ [276, 662, 324, 674]
qa-list [40, 229, 732, 999]
bullet-icon: ● [115, 514, 127, 524]
qa-answer: અંધજન મંડળ-અમદાવાદ [40, 330, 732, 359]
qa-item: ● ગુજરાતમાં જામનગર નજીક સૈનિકશાળા ક્યાં આવેલી છે? - બાલાછડી [40, 280, 310, 292]
qa-answer: રણછોડલાલ છોટાલાલ (૧૮૬૦) [40, 363, 732, 392]
